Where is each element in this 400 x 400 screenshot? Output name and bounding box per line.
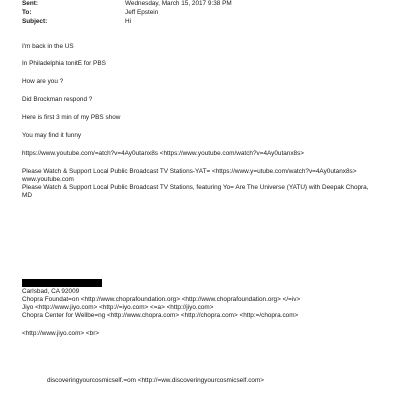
signature-jiyo-link[interactable]: <http://www.jiyo.com> <br> [22,330,100,337]
to-label: To: [22,9,32,16]
pbs-link-line[interactable]: Please Watch & Support Local Public Broadcast TV Stations-YAT= <https://www.y=utube.com/watch?v=4Ay0utanx8s> [22,168,357,175]
youtube-link-line[interactable]: https://www.youtube.com/=atch?v=4Ay0utanx8s <https://www.youtube.com/watch?v=4Ay0utanx8s> [22,150,305,157]
subject-value: Hi [125,18,132,25]
subject-label: Subject: [22,18,48,25]
pbs-description-line: Please Watch & Support Local Public Broadcast TV Stations, featuring Yo= Are The Universe (YATU) with Deepak Chopra, [22,184,369,191]
to-value: Jeff Epstein [125,9,159,16]
body-line-2: In Philadelphia tonitE for PBS [22,60,106,67]
header-sent-row [22,0,232,8]
signature-chopra-foundation[interactable]: Chopra Foundat=on <http://www.choprafoundation.org> <http://www.choprafoundation.org> </=iv> [22,296,301,303]
signature-city: Carlsbad, CA 92009 [22,288,80,295]
signature-chopra-center[interactable]: Chopra Center for Wellbe=ng <http://www.chopra.com> <http://chopra.com> <http:=/chopra.com> [22,312,299,319]
signature-jiyo[interactable]: Jiyo <http://www.jiyo.com> <http://=iyo.com> <=a> <http://jiyo.com> [22,304,214,311]
youtube-domain-line: www.youtube.com [22,176,74,183]
body-line-3: How are you ? [22,78,64,85]
sent-label: Sent: [22,0,38,7]
body-line-1: I'm back in the US [22,43,74,50]
body-line-4: Did Brockman respond ? [22,96,93,103]
signature-cosmic-self-link[interactable]: discoveringyourcosmicself.=om <http://=ww.discoveringyourcosmicself.com> [47,377,265,384]
sent-value: Wednesday, March 15, 2017 9:38 PM [125,0,232,7]
redaction-block [22,279,102,287]
header-to-row [22,9,158,17]
body-line-5: Here is first 3 min of my PBS show [22,114,121,121]
header-subject-row [22,18,131,26]
pbs-description-line-2: MD [22,192,32,199]
body-line-6: You may find it funny [22,132,82,139]
